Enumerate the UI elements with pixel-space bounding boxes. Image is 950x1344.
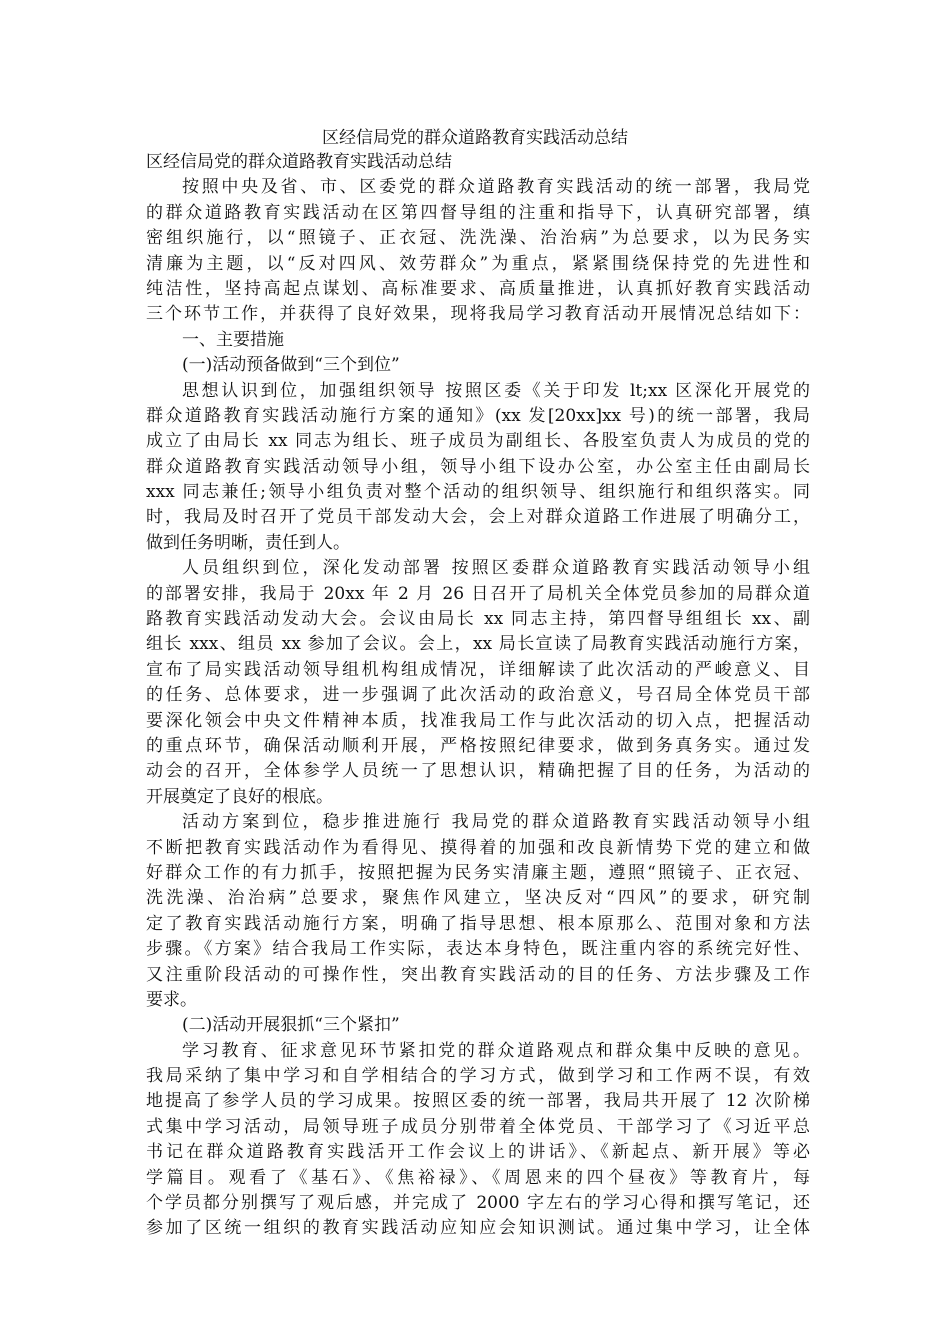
subsection-heading: (一)活动预备做到“三个到位” (182, 355, 400, 376)
subsection-heading: (二)活动开展狠抓“三个紧扣” (182, 1015, 400, 1036)
paragraph-line: 学习教育、征求意见环节紧扣党的群众道路观点和群众集中反映的意见。 (182, 1040, 810, 1061)
paragraph-line: xxx 同志兼任;领导小组负责对整个活动的组织领导、组织施行和组织落实。同 (146, 482, 810, 503)
paragraph-line: 的部署安排，我局于 20xx 年 2 月 26 日召开了局机关全体党员参加的局群众道 (146, 583, 810, 604)
document-body (146, 150, 810, 1242)
paragraph-line: 成立了由局长 xx 同志为组长、班子成员为副组长、各股室负责人为成员的党的 (146, 431, 810, 452)
paragraph-line: 按照中央及省、市、区委党的群众道路教育实践活动的统一部署，我局党 (182, 177, 810, 198)
paragraph-line: 活动方案到位，稳步推进施行 我局党的群众道路教育实践活动领导小组 (182, 812, 810, 833)
paragraph-line: 时，我局及时召开了党员干部发动大会，会上对群众道路工作进展了明确分工， (146, 507, 810, 528)
document-title: 区经信局党的群众道路教育实践活动总结 (322, 128, 628, 148)
paragraph-line: 清廉为主题，以“反对四风、效劳群众”为重点，紧紧围绕保持党的先进性和 (146, 253, 810, 274)
paragraph-line: 开展奠定了良好的根底。 (146, 786, 333, 807)
paragraph-line: 又注重阶段活动的可操作性，突出教育实践活动的目的任务、方法步骤及工作 (146, 964, 810, 985)
section-heading: 一、主要措施 (182, 329, 284, 350)
paragraph-line: 做到任务明晰，责任到人。 (146, 532, 350, 553)
paragraph-line: 群众道路教育实践活动施行方案的通知》(xx 发[20xx]xx 号)的统一部署，我局 (146, 405, 810, 426)
paragraph-line: 不断把教育实践活动作为看得见、摸得着的加强和改良新情势下党的建立和做 (146, 837, 810, 858)
paragraph-line: 参加了区统一组织的教育实践活动应知应会知识测试。通过集中学习，让全体 (146, 1218, 810, 1239)
paragraph-line: 人员组织到位，深化发动部署 按照区委群众道路教育实践活动领导小组 (182, 558, 810, 579)
paragraph-line: 纯洁性，坚持高起点谋划、高标准要求、高质量推进，认真抓好教育实践活动 (146, 278, 810, 299)
paragraph-line: 三个环节工作，并获得了良好效果，现将我局学习教育活动开展情况总结如下： (146, 304, 810, 325)
paragraph-line: 个学员都分别撰写了观后感，并完成了 2000 字左右的学习心得和撰写笔记，还 (146, 1193, 810, 1214)
paragraph-line: 书记在群众道路教育实践活开工作会议上的讲话》、《新起点、新开展》等必 (146, 1142, 810, 1163)
paragraph-line: 动会的召开，全体参学人员统一了思想认识，精确把握了目的任务，为活动的 (146, 761, 810, 782)
paragraph-line: 学篇目。观看了《基石》、《焦裕禄》、《周恩来的四个昼夜》等教育片，每 (146, 1167, 810, 1188)
paragraph-line: 好群众工作的有力抓手，按照把握为民务实清廉主题，遵照“照镜子、正衣冠、 (146, 862, 810, 883)
paragraph-line: 路教育实践活动发动大会。会议由局长 xx 同志主持，第四督导组组长 xx、副 (146, 609, 810, 630)
paragraph-line: 式集中学习活动，局领导班子成员分别带着全体党员、干部学习了《习近平总 (146, 1116, 810, 1137)
paragraph-line: 的任务、总体要求，进一步强调了此次活动的政治意义，号召局全体党员干部 (146, 685, 810, 706)
paragraph-line: 的重点环节，确保活动顺利开展，严格按照纪律要求，做到务真务实。通过发 (146, 735, 810, 756)
paragraph-line: 群众道路教育实践活动领导小组，领导小组下设办公室，办公室主任由副局长 (146, 456, 810, 477)
paragraph-line: 密组织施行，以“照镜子、正衣冠、洗洗澡、治治病”为总要求，以为民务实 (146, 228, 810, 249)
paragraph-line: 的群众道路教育实践活动在区第四督导组的注重和指导下，认真研究部署，缜 (146, 202, 810, 223)
paragraph-line: 组长 xxx、组员 xx 参加了会议。会上，xx 局长宣读了局教育实践活动施行方案， (146, 634, 810, 655)
paragraph-line: 地提高了参学人员的学习成果。按照区委的统一部署，我局共开展了 12 次阶梯 (146, 1091, 810, 1112)
paragraph-line: 我局采纳了集中学习和自学相结合的学习方式，做到学习和工作两不误，有效 (146, 1066, 810, 1087)
paragraph-line: 思想认识到位，加强组织领导 按照区委《关于印发 lt;xx 区深化开展党的 (182, 380, 810, 401)
paragraph-line: 定了教育实践活动施行方案，明确了指导思想、根本原那么、范围对象和方法 (146, 913, 810, 934)
paragraph-line: 宣布了局实践活动领导组机构组成情况，详细解读了此次活动的严峻意义、目 (146, 659, 810, 680)
body-heading: 区经信局党的群众道路教育实践活动总结 (146, 152, 452, 172)
paragraph-line: 步骤。《方案》结合我局工作实际，表达本身特色，既注重内容的系统完好性、 (146, 939, 810, 960)
paragraph-line: 洗洗澡、治治病”总要求，聚焦作风建立，坚决反对“四风”的要求，研究制 (146, 888, 810, 909)
paragraph-line: 要深化领会中央文件精神本质，找准我局工作与此次活动的切入点，把握活动 (146, 710, 810, 731)
paragraph-line: 要求。 (146, 989, 197, 1010)
